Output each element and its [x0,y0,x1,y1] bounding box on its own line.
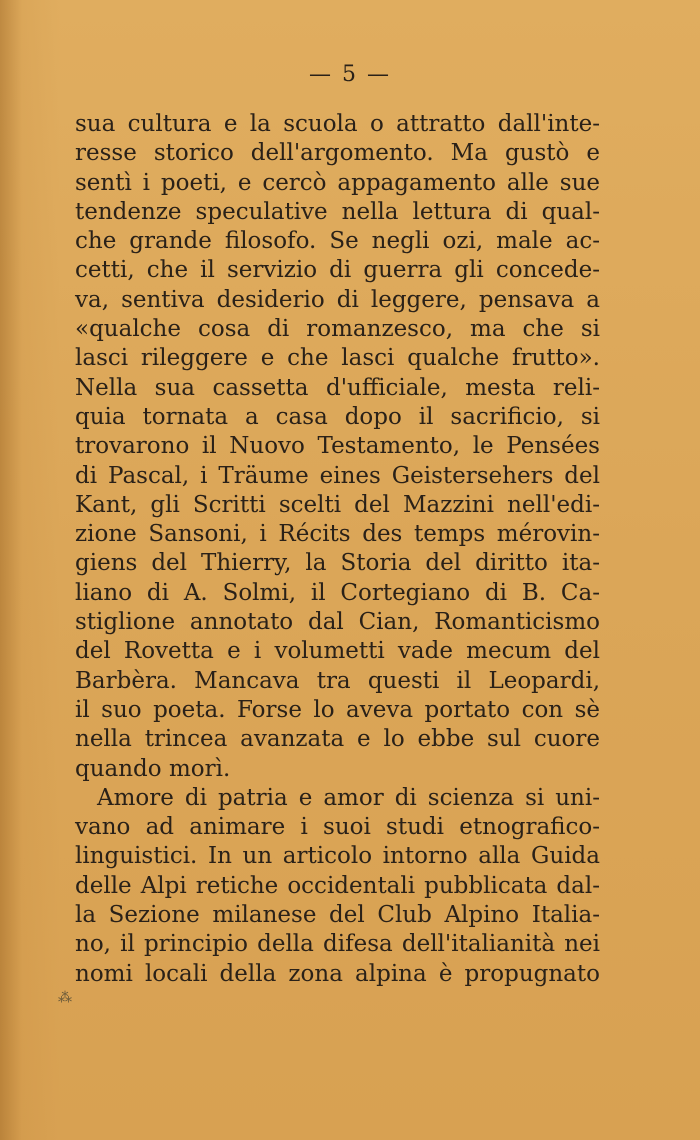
text-line: nella trincea avanzata e lo ebbe sul cuore [75,726,600,753]
text-line: di Pascal, i Träume eines Geistersehers del [75,462,600,489]
text-line: la Sezione milanese del Club Alpino Italia- [75,902,600,929]
text-line: nomi locali della zona alpina è propugnato [75,960,600,987]
text-line: «qualche cosa di romanzesco, ma che si [75,316,600,343]
text-line: Barbèra. Mancava tra questi il Leopardi, [75,667,600,694]
text-line: liano di A. Solmi, il Cortegiano di B. Ca- [75,579,600,606]
text-line: del Rovetta e i volumetti vade mecum del [75,638,600,665]
text-line: cetti, che il servizio di guerra gli concede- [75,257,600,284]
text-line: linguistici. In un articolo intorno alla Guida [75,843,600,870]
printer-mark: ⁂ [58,990,72,1006]
text-line: che grande filosofo. Se negli ozi, male ac- [75,228,600,255]
text-line: il suo poeta. Forse lo aveva portato con sè [75,696,600,723]
text-line: delle Alpi retiche occidentali pubblicata dal- [75,872,600,899]
page-number: — 5 — [309,62,391,87]
text-line: Kant, gli Scritti scelti del Mazzini nell'edi- [75,491,600,518]
text-line: lasci rileggere e che lasci qualche frutto». [75,345,600,372]
text-line: trovarono il Nuovo Testamento, le Pensées [75,433,600,460]
text-line: no, il principio della difesa dell'italianità nei [75,931,600,958]
text-line: vano ad animare i suoi studi etnografico- [75,814,600,841]
text-line: quia tornata a casa dopo il sacrificio, si [75,403,600,430]
text-line: Amore di patria e amor di scienza si uni- [97,784,600,811]
text-line: tendenze speculative nella lettura di qual- [75,198,600,225]
text-line: sua cultura e la scuola o attratto dall'inte- [75,111,600,137]
text-line: va, sentiva desiderio di leggere, pensava a [75,286,600,313]
text-line: stiglione annotato dal Cian, Romanticismo [75,609,600,636]
body-text [75,110,600,989]
text-line: Nella sua cassetta d'ufficiale, mesta reli- [75,374,600,401]
text-line: sentì i poeti, e cercò appagamento alle sue [75,169,600,196]
text-line: giens del Thierry, la Storia del diritto ita- [75,550,600,577]
text-line: resse storico dell'argomento. Ma gustò e [75,140,600,167]
text-line: quando morì. [75,755,231,782]
text-line: zione Sansoni, i Récits des temps mérovin- [75,521,600,548]
